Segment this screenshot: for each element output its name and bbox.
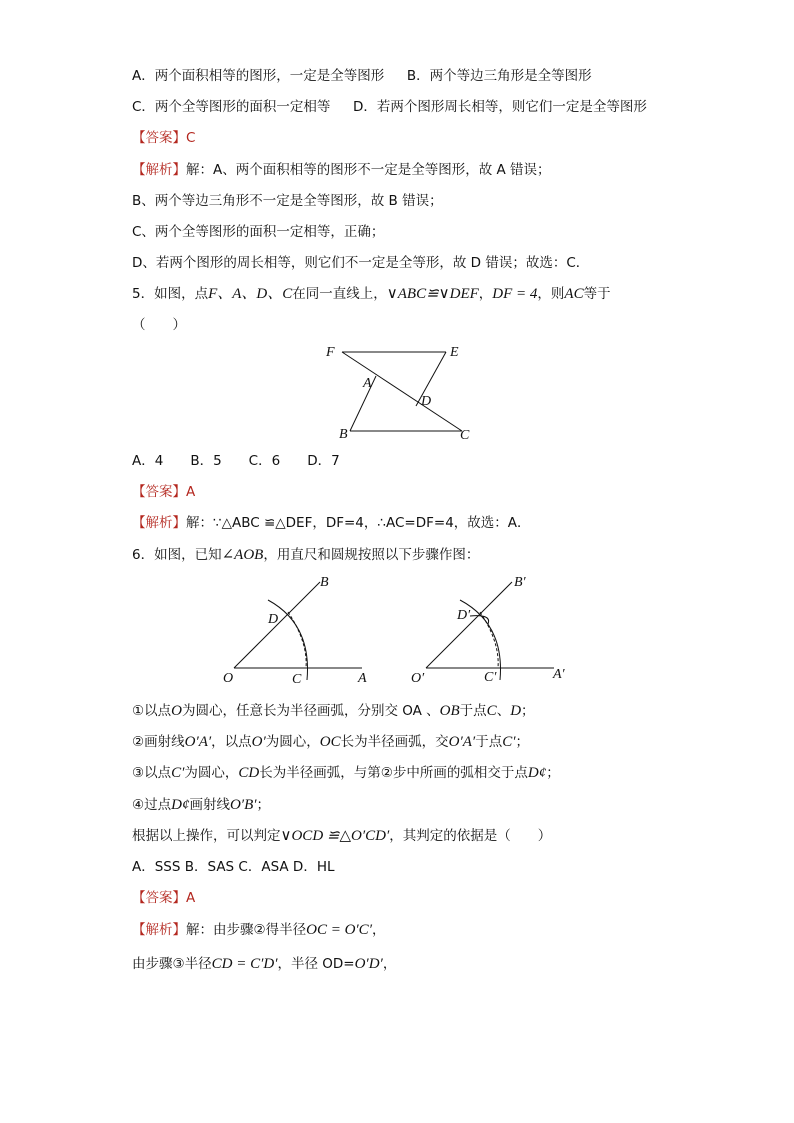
answer-value: A (186, 890, 196, 906)
q4-options-row-1 (132, 67, 592, 85)
q5-answer (132, 483, 195, 501)
q5-figure (322, 342, 482, 442)
q6-analysis-line-1: 【解析】解：由步骤②得半径OC = O′C′， (132, 922, 386, 938)
answer-tag: 【答案】 (132, 890, 186, 906)
q6-figure-constructed (410, 572, 580, 687)
q6-step-3: ③以点C′为圆心，CD长为半径画弧，与第②步中所画的弧相交于点D¢； (132, 765, 560, 781)
q4-analysis-line-2: B、两个等边三角形不一定是全等图形，故 B 错误； (132, 193, 443, 209)
q4-option-a: A．两个面积相等的图形，一定是全等图形 (132, 68, 385, 84)
q6-step-1: ①以点O为圆心，任意长为半径画弧，分别交 OA 、OB于点C、D； (132, 703, 535, 719)
label-a: A (363, 376, 372, 391)
label-d: D (421, 394, 432, 409)
analysis-tag: 【解析】 (132, 922, 186, 938)
label-a-prime: A′ (553, 667, 565, 682)
label-b: B (320, 575, 329, 590)
answer-value: C (186, 130, 196, 146)
q6-step-4: ④过点D¢画射线O′B′； (132, 797, 271, 813)
answer-tag: 【答案】 (132, 130, 186, 146)
q4-option-c: C．两个全等图形的面积一定相等 (132, 99, 331, 115)
q5-analysis: 【解析】解：∵△ABC ≌△DEF，DF=4，∴AC=DF=4，故选：A． (132, 515, 531, 531)
q4-option-b: B．两个等边三角形是全等图形 (406, 68, 592, 84)
label-d-prime: D′ (457, 608, 471, 623)
answer-value: A (186, 484, 196, 500)
q5-options: A．4 B．5 C．6 D．7 (132, 453, 340, 469)
q4-analysis-line-3: C、两个全等图形的面积一定相等，正确； (132, 224, 385, 240)
q4-analysis-line-4: D、若两个图形的周长相等，则它们不一定是全等形，故 D 错误；故选：C． (132, 255, 590, 271)
q4-options-row-2 (132, 98, 647, 116)
q6-figure-original (220, 572, 380, 687)
label-b: B (339, 427, 348, 442)
analysis-tag: 【解析】 (132, 162, 186, 178)
q6-options: A．SSS B．SAS C．ASA D．HL (132, 859, 335, 875)
arc-intersect (470, 616, 489, 624)
label-c: C (292, 672, 302, 687)
answer-tag: 【答案】 (132, 484, 186, 500)
label-c: C (460, 428, 470, 443)
q6-answer (132, 889, 195, 907)
label-o: O (223, 671, 234, 686)
q4-analysis-line-1: 【解析】解：A、两个面积相等的图形不一定是全等图形，故 A 错误； (132, 162, 551, 178)
label-d: D (268, 612, 279, 627)
analysis-tag: 【解析】 (132, 515, 186, 531)
q6-step-2: ②画射线O′A′，以点O′为圆心，OC长为半径画弧，交O′A′于点C′； (132, 734, 529, 750)
label-e: E (450, 345, 459, 360)
label-a: A (358, 671, 367, 686)
label-b-prime: B′ (514, 575, 526, 590)
q6-stem: 6．如图，已知∠AOB，用直尺和圆规按照以下步骤作图： (132, 547, 480, 563)
q6-conclusion: 根据以上操作，可以判定∨OCD ≌△O′CD′，其判定的依据是（ ） (132, 828, 552, 844)
label-o-prime: O′ (411, 671, 425, 686)
q5-stem-line-1: 5．如图，点F、A、D、C在同一直线上，∨ABC≌∨DEF，DF = 4，则AC等于 (132, 286, 611, 302)
q5-stem-line-2: （ ） (132, 317, 186, 333)
q4-answer (132, 129, 195, 147)
label-f: F (326, 345, 335, 360)
q4-option-d: D．若两个图形周长相等，则它们一定是全等图形 (353, 99, 647, 115)
segment-fc (342, 352, 462, 431)
label-c-prime: C′ (484, 670, 497, 685)
q6-analysis-line-2: 由步骤③半径CD = C′D′，半径 OD=O′D′， (132, 956, 397, 972)
